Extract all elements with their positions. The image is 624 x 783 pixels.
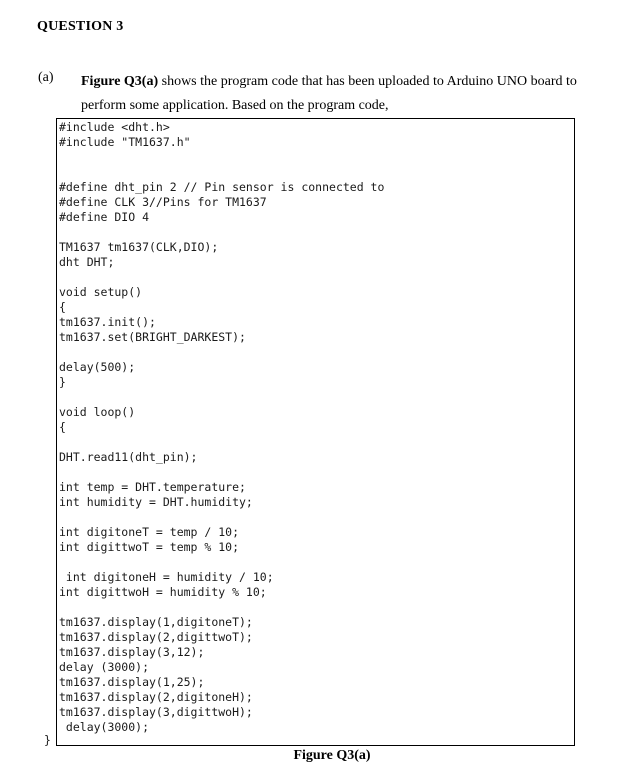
instruction-body: shows the program code that has been uploaded to Arduino UNO board to perform some application. Based on the program code, [81,74,577,113]
code-line: DHT.read11(dht_pin); [59,450,198,464]
code-line: delay(3000); [59,720,150,734]
question-title: QUESTION 3 [37,19,124,34]
code-line: int digittwoH = humidity % 10; [59,585,267,599]
part-label: (a) [38,70,54,85]
figure-reference: Figure Q3(a) [81,74,159,89]
code-line: #include "TM1637.h" [59,135,191,149]
code-line: tm1637.display(1,digitoneT); [59,615,253,629]
code-line: delay(500); [59,360,136,374]
closing-brace: } [44,733,51,747]
code-line: { [59,300,66,314]
figure-caption: Figure Q3(a) [293,748,371,763]
part-instruction-text [81,70,591,118]
code-line: void loop() [59,405,136,419]
code-line: TM1637 tm1637(CLK,DIO); [59,240,219,254]
code-line: delay (3000); [59,660,150,674]
code-line: tm1637.init(); [59,315,156,329]
code-line: } [59,375,66,389]
code-line: dht DHT; [59,255,115,269]
code-line: int digittwoT = temp % 10; [59,540,240,554]
code-line: int digitoneT = temp / 10; [59,525,240,539]
code-line: #define DIO 4 [59,210,150,224]
code-line: tm1637.display(2,digittwoT); [59,630,253,644]
code-line: #include <dht.h> [59,120,170,134]
code-line: #define dht_pin 2 // Pin sensor is connected to [59,180,385,194]
code-line: int digitoneH = humidity / 10; [59,570,274,584]
code-line: int humidity = DHT.humidity; [59,495,253,509]
code-line: tm1637.display(2,digitoneH); [59,690,253,704]
code-listing [57,119,574,745]
code-line: { [59,420,66,434]
code-line: tm1637.set(BRIGHT_DARKEST); [59,330,246,344]
code-line: tm1637.display(1,25); [59,675,205,689]
code-listing-box [56,118,575,746]
code-line: int temp = DHT.temperature; [59,480,246,494]
code-line: #define CLK 3//Pins for TM1637 [59,195,267,209]
code-line: tm1637.display(3,digittwoH); [59,705,253,719]
code-line: tm1637.display(3,12); [59,645,205,659]
code-line: void setup() [59,285,143,299]
